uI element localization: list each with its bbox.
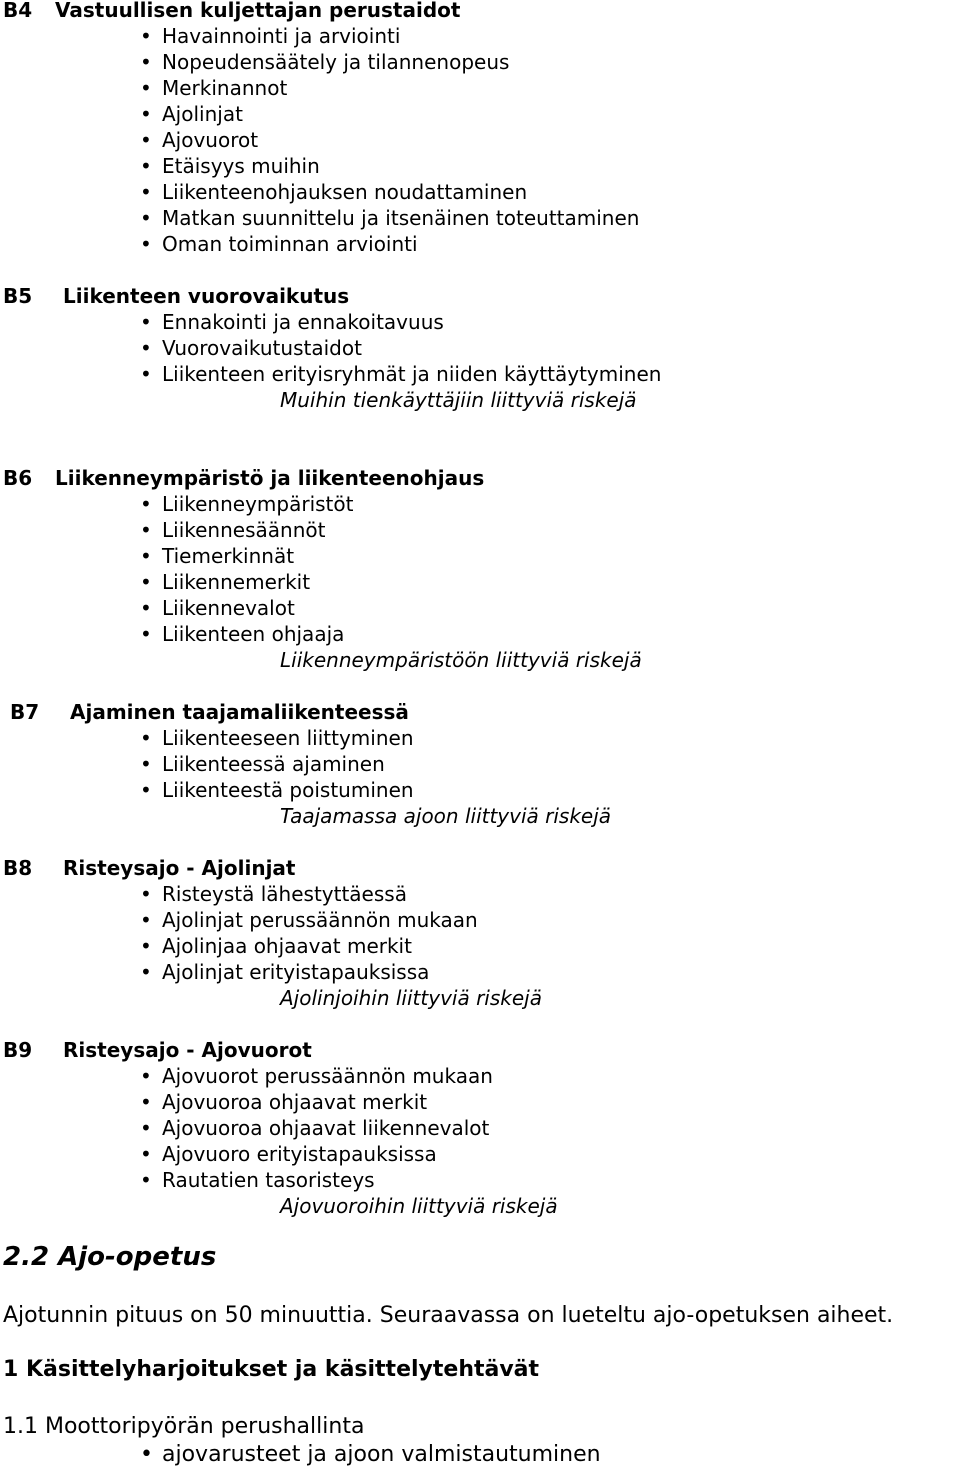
heading-2-2: 2.2 Ajo-opetus	[3, 1242, 217, 1272]
bullet: •	[140, 310, 152, 334]
list-item: • Ajolinjaa ohjaavat merkit	[140, 934, 412, 958]
subheading-1-1: 1.1 Moottoripyörän perushallinta	[3, 1414, 365, 1439]
bullet: •	[140, 544, 152, 568]
section-code-b4: B4	[3, 0, 33, 22]
bullet: •	[140, 518, 152, 542]
bullet: •	[140, 1142, 152, 1166]
section-title-b4: Vastuullisen kuljettajan perustaidot	[55, 0, 461, 22]
list-item: • Rautatien tasoristeys	[140, 1168, 375, 1192]
bullet: •	[140, 908, 152, 932]
bullet: •	[140, 778, 152, 802]
section-code-b8: B8	[3, 856, 33, 880]
section-title-b7: Ajaminen taajamaliikenteessä	[70, 700, 409, 724]
list-item: • Ajolinjat	[140, 102, 243, 126]
bullet: •	[140, 596, 152, 620]
bullet: •	[140, 1116, 152, 1140]
list-item: • Liikennevalot	[140, 596, 295, 620]
section-title-b9: Risteysajo - Ajovuorot	[63, 1038, 312, 1062]
bullet: •	[140, 102, 152, 126]
bullet: •	[140, 1064, 152, 1088]
list-item: • Etäisyys muihin	[140, 154, 320, 178]
bullet: •	[140, 154, 152, 178]
list-item: • Liikenteessä ajaminen	[140, 752, 385, 776]
list-item: • Ajovuorot perussäännön mukaan	[140, 1064, 493, 1088]
bullet: •	[140, 24, 152, 48]
section-code-b6: B6	[3, 466, 33, 490]
list-item: • Tiemerkinnät	[140, 544, 295, 568]
bullet: •	[140, 50, 152, 74]
list-item: • Matkan suunnittelu ja itsenäinen toteuttaminen	[140, 206, 640, 230]
section-code-b9: B9	[3, 1038, 33, 1062]
bullet: •	[140, 76, 152, 100]
list-item: • Ennakointi ja ennakoitavuus	[140, 310, 444, 334]
list-item: • Liikenteestä poistuminen	[140, 778, 414, 802]
list-item: • Ajovuoro erityistapauksissa	[140, 1142, 437, 1166]
bullet: •	[140, 1090, 152, 1114]
section-code-b7: B7	[10, 700, 40, 724]
bullet: •	[140, 960, 152, 984]
bullet: •	[140, 180, 152, 204]
section-title-b8: Risteysajo - Ajolinjat	[63, 856, 296, 880]
bullet: •	[140, 570, 152, 594]
bullet: •	[140, 752, 152, 776]
bullet: •	[140, 882, 152, 906]
list-item: • Havainnointi ja arviointi	[140, 24, 401, 48]
risk-note-b8: Ajolinjoihin liittyviä riskejä	[280, 986, 542, 1010]
list-item: • Nopeudensäätely ja tilannenopeus	[140, 50, 510, 74]
list-item: • Risteystä lähestyttäessä	[140, 882, 407, 906]
section-title-b5: Liikenteen vuorovaikutus	[63, 284, 350, 308]
risk-note-b9: Ajovuoroihin liittyviä riskejä	[280, 1194, 558, 1218]
list-item: • Liikenteeseen liittyminen	[140, 726, 414, 750]
list-item: • Ajovuoroa ohjaavat liikennevalot	[140, 1116, 490, 1140]
section-code-b5: B5	[3, 284, 33, 308]
bullet: •	[140, 232, 152, 256]
bullet: •	[140, 726, 152, 750]
bullet: •	[140, 1442, 153, 1467]
bullet: •	[140, 206, 152, 230]
bullet: •	[140, 362, 152, 386]
bullet: •	[140, 336, 152, 360]
bullet: •	[140, 1168, 152, 1192]
bullet: •	[140, 934, 152, 958]
list-item: • Ajovuoroa ohjaavat merkit	[140, 1090, 428, 1114]
list-item: • Liikenteen ohjaaja	[140, 622, 345, 646]
list-item: • Vuorovaikutustaidot	[140, 336, 362, 360]
list-item: • Liikenteen erityisryhmät ja niiden käyttäytyminen	[140, 362, 662, 386]
list-item: • Liikennesäännöt	[140, 518, 326, 542]
list-item: • Liikenteenohjauksen noudattaminen	[140, 180, 528, 204]
list-item: • Ajovuorot	[140, 128, 259, 152]
risk-note-b6: Liikenneympäristöön liittyviä riskejä	[280, 648, 642, 672]
risk-note-b7: Taajamassa ajoon liittyviä riskejä	[280, 804, 612, 828]
risk-note-b5: Muihin tienkäyttäjiin liittyviä riskejä	[280, 388, 637, 412]
list-item: • ajovarusteet ja ajoon valmistautuminen	[140, 1442, 601, 1467]
list-item: • Ajolinjat erityistapauksissa	[140, 960, 430, 984]
list-item: • Liikennemerkit	[140, 570, 311, 594]
intro-paragraph: Ajotunnin pituus on 50 minuuttia. Seuraavassa on lueteltu ajo-opetuksen aiheet.	[3, 1303, 894, 1328]
bullet: •	[140, 128, 152, 152]
heading-1: 1 Käsittelyharjoitukset ja käsittelytehtävät	[3, 1357, 540, 1382]
bullet: •	[140, 622, 152, 646]
list-item: • Liikenneympäristöt	[140, 492, 354, 516]
list-item: • Ajolinjat perussäännön mukaan	[140, 908, 478, 932]
list-item: • Merkinannot	[140, 76, 288, 100]
list-item: • Oman toiminnan arviointi	[140, 232, 418, 256]
bullet: •	[140, 492, 152, 516]
section-title-b6: Liikenneympäristö ja liikenteenohjaus	[55, 466, 485, 490]
